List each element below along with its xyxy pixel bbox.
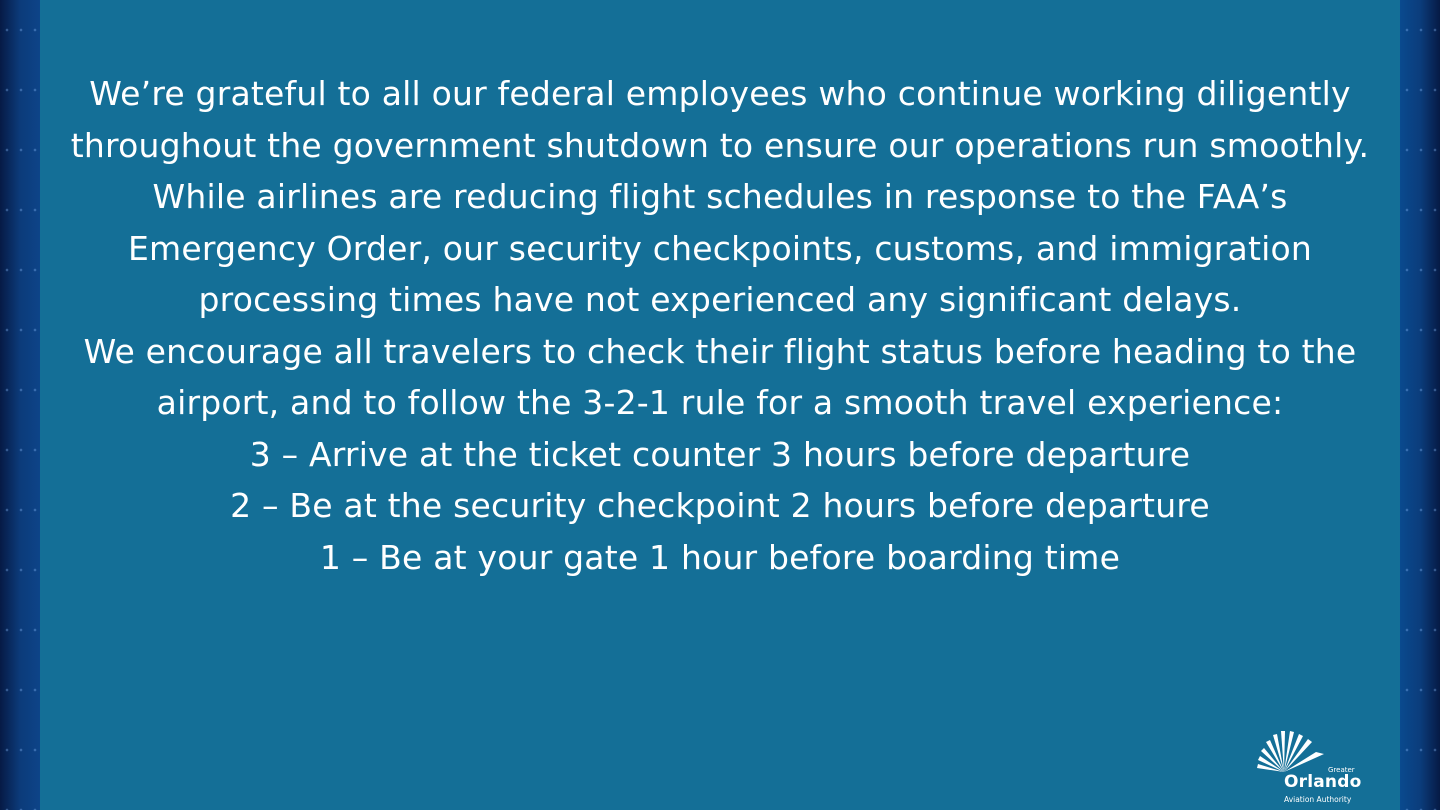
rule-item-3: 3 – Arrive at the ticket counter 3 hours before departure [249, 434, 1191, 474]
logo-name: Orlando [1284, 772, 1362, 792]
statement-panel [40, 0, 1400, 810]
rule-item-1: 1 – Be at your gate 1 hour before boarding time [319, 537, 1121, 577]
statement-paragraph-1: We’re grateful to all our federal employees who continue working diligently throughout the government shutdown to ensure our operations run smoothly. While airlines are reducing flight schedules in response to the FAA’s Emergency Order, our security checkpoints, customs, and immigration processing times have not experienced any significant delays. [70, 74, 1370, 319]
rule-list [40, 429, 1400, 584]
logo-small-text: Greater [1328, 766, 1355, 774]
rule-item-2: 2 – Be at the security checkpoint 2 hours before departure [230, 486, 1210, 525]
sunburst-logo-icon [1254, 728, 1334, 776]
left-decorative-edge [0, 0, 40, 810]
statement-text [40, 68, 1400, 583]
logo-tagline: Aviation Authority [1284, 795, 1352, 804]
statement-paragraph-2: We encourage all travelers to check their flight status before heading to the airport, and to follow the 3-2-1 rule for a smooth travel experience: [83, 331, 1357, 422]
greater-orlando-aviation-authority-logo [1254, 728, 1400, 808]
right-decorative-edge [1400, 0, 1440, 810]
